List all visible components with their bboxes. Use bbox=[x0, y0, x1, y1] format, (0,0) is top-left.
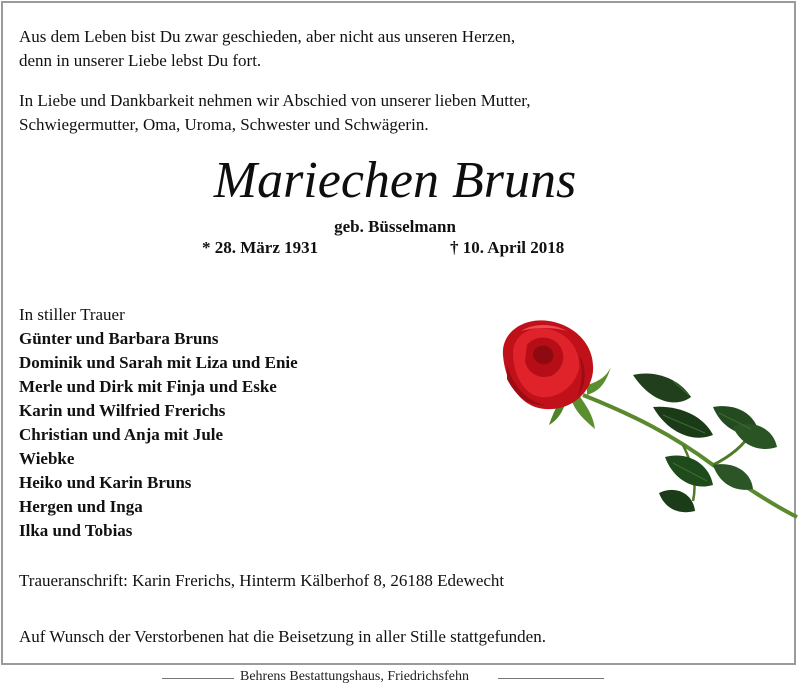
mourner-name: Karin und Wilfried Frerichs bbox=[19, 401, 226, 420]
mourning-address: Traueranschrift: Karin Frerichs, Hinterm Kälberhof 8, 26188 Edewecht bbox=[19, 571, 505, 590]
mourner-name: Ilka und Tobias bbox=[19, 521, 133, 540]
mourner-name: Heiko und Karin Bruns bbox=[19, 473, 192, 492]
mourner-name: Wiebke bbox=[19, 449, 75, 468]
footer-divider-left bbox=[162, 678, 234, 679]
mourner-name: Günter und Barbara Bruns bbox=[19, 329, 219, 348]
farewell-text bbox=[19, 89, 599, 137]
rose-leaf bbox=[659, 490, 695, 512]
rose-leaf bbox=[713, 464, 753, 490]
farewell-line: Schwiegermutter, Oma, Uroma, Schwester und Schwägerin. bbox=[19, 115, 429, 134]
intro-verse-line: Aus dem Leben bist Du zwar geschieden, aber nicht aus unseren Herzen, bbox=[19, 27, 516, 46]
birth-date: * 28. März 1931 bbox=[202, 238, 319, 257]
rose-leaf bbox=[633, 373, 691, 402]
rose-image bbox=[483, 315, 799, 525]
death-date: † 10. April 2018 bbox=[450, 238, 565, 257]
mourners-intro: In stiller Trauer bbox=[19, 305, 125, 324]
mourner-name: Merle und Dirk mit Finja und Eske bbox=[19, 377, 277, 396]
intro-verse bbox=[19, 25, 599, 73]
obituary-card bbox=[1, 1, 796, 665]
deceased-name: Mariechen Bruns bbox=[213, 152, 577, 209]
burial-note: Auf Wunsch der Verstorbenen hat die Beisetzung in aller Stille stattgefunden. bbox=[19, 627, 546, 646]
mourner-name: Dominik und Sarah mit Liza und Enie bbox=[19, 353, 298, 372]
funeral-home-credit: Behrens Bestattungshaus, Friedrichsfehn bbox=[240, 669, 470, 684]
mourner-name: Christian und Anja mit Jule bbox=[19, 425, 224, 444]
intro-verse-line: denn in unserer Liebe lebst Du fort. bbox=[19, 51, 262, 70]
mourners-list bbox=[19, 327, 298, 543]
footer-divider-right bbox=[498, 678, 604, 679]
maiden-name: geb. Büsselmann bbox=[334, 217, 456, 236]
farewell-line: In Liebe und Dankbarkeit nehmen wir Abschied von unserer lieben Mutter, bbox=[19, 91, 531, 110]
mourner-name: Hergen und Inga bbox=[19, 497, 143, 516]
